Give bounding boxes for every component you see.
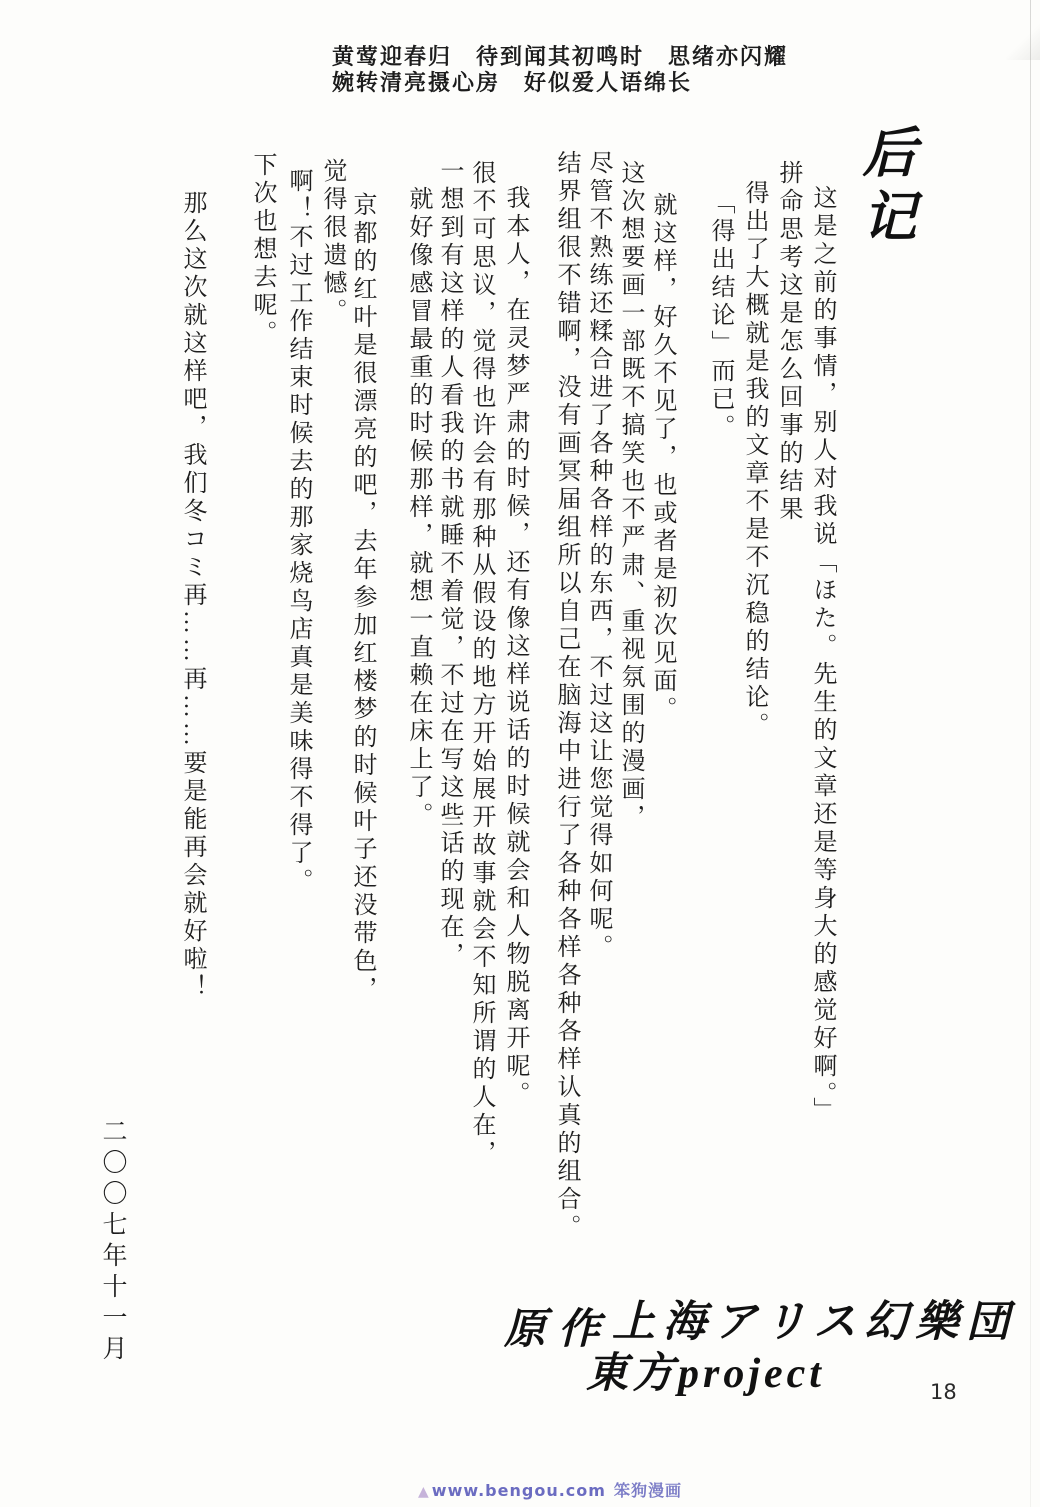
watermark-url: www.bengou.com bbox=[431, 1481, 606, 1500]
afterword-column: 「得出结论」而已。 bbox=[707, 190, 733, 442]
afterword-column: 就这样，好久不见了，也或者是初次见面。 bbox=[649, 192, 675, 724]
afterword-column: 尽管不熟练还糅合进了各种各样的东西，不过这让您觉得如何呢。 bbox=[585, 150, 611, 962]
watermark-label: 笨狗漫画 bbox=[613, 1481, 682, 1500]
date-text: 二〇〇七年十一月 bbox=[99, 1118, 126, 1366]
afterword-column: 啊！不过工作结束时候去的那家烧鸟店真是美味得不得了。 bbox=[285, 168, 311, 896]
afterword-column: 京都的红叶是很漂亮的吧，去年参加红楼梦的时候叶子还没带色， bbox=[349, 192, 375, 1004]
afterword-column: 那么这次就这样吧，我们冬コミ再……再……要是能再会就好啦！ bbox=[179, 190, 205, 1002]
afterword-column: 得出了大概就是我的文章不是不沉稳的结论。 bbox=[741, 180, 767, 740]
afterword-column: 我本人，在灵梦严肃的时候，还有像这样说话的时候就会和人物脱离开呢。 bbox=[502, 185, 528, 1109]
header-poem-line1: 黄莺迎春归 待到闻其初鸣时 思绪亦闪耀 bbox=[332, 45, 789, 70]
scan-page-edge bbox=[1030, 0, 1031, 1507]
afterword-column: 这次想要画一部既不搞笑也不严肃、重视氛围的漫画， bbox=[617, 160, 643, 832]
afterword-column: 结界组很不错啊，没有画冥届组所以自己在脑海中进行了各种各样各种各样认真的组合。 bbox=[553, 150, 579, 1242]
afterword-title: 后记 bbox=[855, 124, 915, 252]
header-poem-line2: 婉转清亮摄心房 好似爱人语绵长 bbox=[332, 71, 693, 96]
scan-corner-shade bbox=[1006, 0, 1040, 60]
afterword-column: 下次也想去呢。 bbox=[249, 152, 275, 348]
watermark-deco-icon: ▲ bbox=[418, 1484, 430, 1500]
watermark bbox=[418, 1478, 682, 1501]
credit-series-name: 東方project bbox=[586, 1351, 825, 1397]
afterword-column: 拼命思考这是怎么回事的结果 bbox=[775, 160, 801, 524]
credit-original-label: 原作 bbox=[504, 1307, 613, 1353]
afterword-column: 就好像感冒最重的时候那样，就想一直赖在床上了。 bbox=[405, 186, 431, 830]
afterword-column: 一想到有这样的人看我的书就睡不着觉，不过在写这些话的现在， bbox=[436, 158, 462, 970]
afterword-column: 很不可思议，觉得也许会有那种从假设的地方开始展开故事就会不知所谓的人在， bbox=[468, 160, 494, 1168]
afterword-column: 这是之前的事情，别人对我说「ほた。先生的文章还是等身大的感觉好啊。」 bbox=[809, 185, 835, 1125]
afterword-column: 觉得很遗憾。 bbox=[319, 158, 345, 326]
page-number: 18 bbox=[930, 1380, 957, 1404]
credit-circle-name: 上海アリス幻樂団 bbox=[612, 1299, 1018, 1346]
